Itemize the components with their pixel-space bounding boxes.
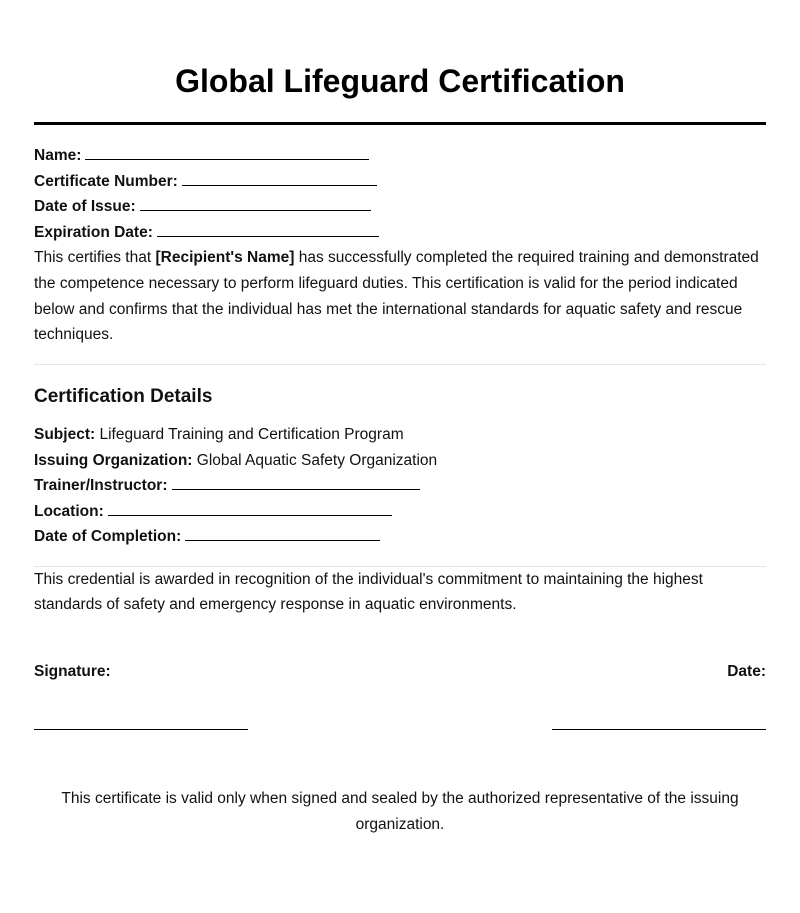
signature-label: Signature: — [34, 663, 111, 681]
name-field — [34, 143, 766, 169]
intro-paragraph — [34, 245, 766, 348]
location-blank-line — [108, 501, 392, 516]
details-heading: Certification Details — [34, 386, 213, 408]
date-of-completion-label: Date of Completion: — [34, 528, 182, 546]
certificate-page — [34, 0, 766, 838]
recipient-placeholder: [Recipient's Name] — [155, 249, 295, 266]
signature-line — [34, 728, 248, 730]
subject-row — [34, 422, 766, 448]
issuing-organization-label: Issuing Organization: — [34, 451, 193, 469]
date-line — [552, 728, 766, 730]
subject-label: Subject: — [34, 426, 96, 444]
location-label: Location: — [34, 502, 104, 520]
date-of-issue-label: Date of Issue: — [34, 198, 136, 215]
date-of-completion-row — [34, 524, 766, 550]
closing-paragraph: This credential is awarded in recognition of the individual's commitment to maintaining the highest standards of safety and emergency response in aquatic environments. — [34, 570, 703, 614]
certificate-fields — [34, 143, 766, 245]
expiration-date-field — [34, 220, 766, 246]
footer-note: This certificate is valid only when signed and sealed by the authorized representative of the issuing organization. — [61, 790, 739, 834]
trainer-label: Trainer/Instructor: — [34, 477, 168, 495]
expiration-date-blank-line — [157, 222, 379, 237]
issuing-organization-row — [34, 448, 766, 474]
location-row — [34, 499, 766, 525]
signature-labels-row — [34, 662, 766, 682]
subject-value: Lifeguard Training and Certification Program — [99, 426, 404, 444]
name-label: Name: — [34, 147, 82, 164]
expiration-date-label: Expiration Date: — [34, 223, 153, 241]
signature-lines-row — [34, 728, 766, 730]
certification-details — [34, 422, 766, 550]
issuing-organization-value: Global Aquatic Safety Organization — [196, 451, 438, 469]
date-label: Date: — [727, 663, 766, 681]
name-blank-line — [85, 145, 369, 160]
date-of-completion-blank-line — [185, 526, 380, 541]
page-title: Global Lifeguard Certification — [175, 63, 625, 99]
intro-suffix: has successfully completed the required training and demonstrated the competence necessary to perform lifeguard duties. This certification is valid for the period indicated below and confirms that the individual has met the international standards for aquatic safety and rescue techniques. — [34, 249, 759, 344]
title-divider — [34, 122, 766, 125]
date-of-issue-blank-line — [140, 196, 371, 211]
trainer-blank-line — [172, 475, 420, 490]
section-divider — [34, 364, 766, 365]
trainer-row — [34, 473, 766, 499]
intro-prefix: This certifies that — [34, 249, 156, 266]
certificate-number-label: Certificate Number: — [34, 172, 178, 190]
date-of-issue-field — [34, 194, 766, 220]
certificate-number-field — [34, 169, 766, 195]
certificate-number-blank-line — [182, 171, 377, 186]
